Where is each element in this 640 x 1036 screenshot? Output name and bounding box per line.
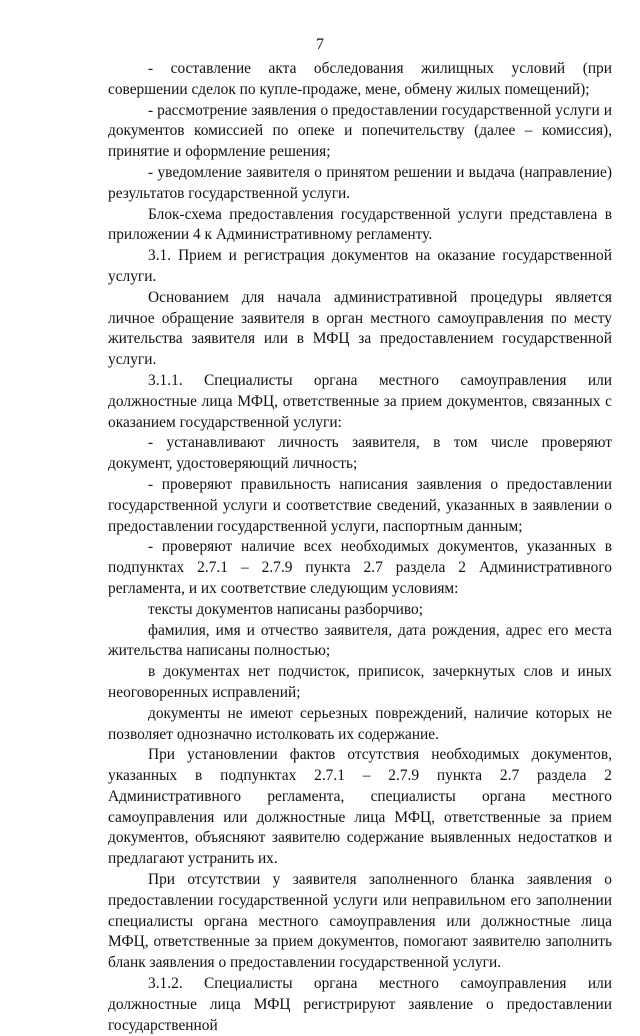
page-number: 7 [316, 36, 324, 53]
document-body [108, 59, 612, 1036]
paragraph: - устанавливают личность заявителя, в том числе проверяют документ, удостоверяющий личность; [108, 434, 612, 473]
paragraph: - составление акта обследования жилищных условий (при совершении сделок по купле-продаже, мене, обмену жилых помещений); [108, 60, 612, 98]
paragraph: 3.1. Прием и регистрация документов на оказание государственной услуги. [108, 247, 612, 285]
paragraph: тексты документов написаны разборчиво; [148, 600, 423, 618]
paragraph: 3.1.1. Специалисты органа местного самоуправления или должностные лица МФЦ, ответственные за прием документов, связанных с оказанием государственной услуги: [108, 371, 612, 431]
paragraph: в документах нет подчисток, приписок, зачеркнутых слов и иных неоговоренных исправлений; [108, 663, 612, 701]
paragraph: При установлении фактов отсутствия необходимых документов, указанных в подпунктах 2.7.1 – 2.7.9 пункта 2.7 раздела 2 Административного регламента, специалисты органа местного самоуправления или должностные лица МФЦ, ответственные за прием документов, объясняют заявителю содержание выявленных недостатков и предлагают устранить их. [108, 746, 612, 868]
paragraph: фамилия, имя и отчество заявителя, дата рождения, адрес его места жительства написаны полностью; [108, 621, 612, 660]
paragraph: - рассмотрение заявления о предоставлении государственной услуги и документов комиссией по опеке и попечительству (далее – комиссия), принятие и оформление решения; [108, 101, 612, 161]
paragraph: 3.1.2. Специалисты органа местного самоуправления или должностные лица МФЦ регистрируют заявление о предоставлении государственной [108, 975, 612, 1034]
paragraph: документы не имеют серьезных повреждений, наличие которых не позволяет однозначно истолковать их содержание. [108, 704, 612, 743]
paragraph: - уведомление заявителя о принятом решении и выдача (направление) результатов государственной услуги. [108, 163, 612, 202]
paragraph: Основанием для начала административной процедуры является личное обращение заявителя в орган местного самоуправления по месту жительства заявителя или в МФЦ за предоставлением государственной услуги. [108, 288, 612, 369]
paragraph: При отсутствии у заявителя заполненного бланка заявления о предоставлении государственной услуги или неправильном его заполнении специалисты органа местного самоуправления или должностные лица МФЦ, ответственные за прием документов, помогают заявителю заполнить бланк заявления о предоставлении государственной услуги. [108, 871, 612, 972]
paragraph: Блок-схема предоставления государственной услуги представлена в приложении 4 к Административному регламенту. [108, 205, 612, 244]
paragraph: - проверяют правильность написания заявления о предоставлении государственной услуги и соответствие сведений, указанных в заявлении о предоставлении государственной услуги, паспортным данным; [108, 475, 612, 535]
paragraph: - проверяют наличие всех необходимых документов, указанных в подпунктах 2.7.1 – 2.7.9 пункта 2.7 раздела 2 Административного регламента, и их соответствие следующим условиям: [108, 538, 612, 597]
